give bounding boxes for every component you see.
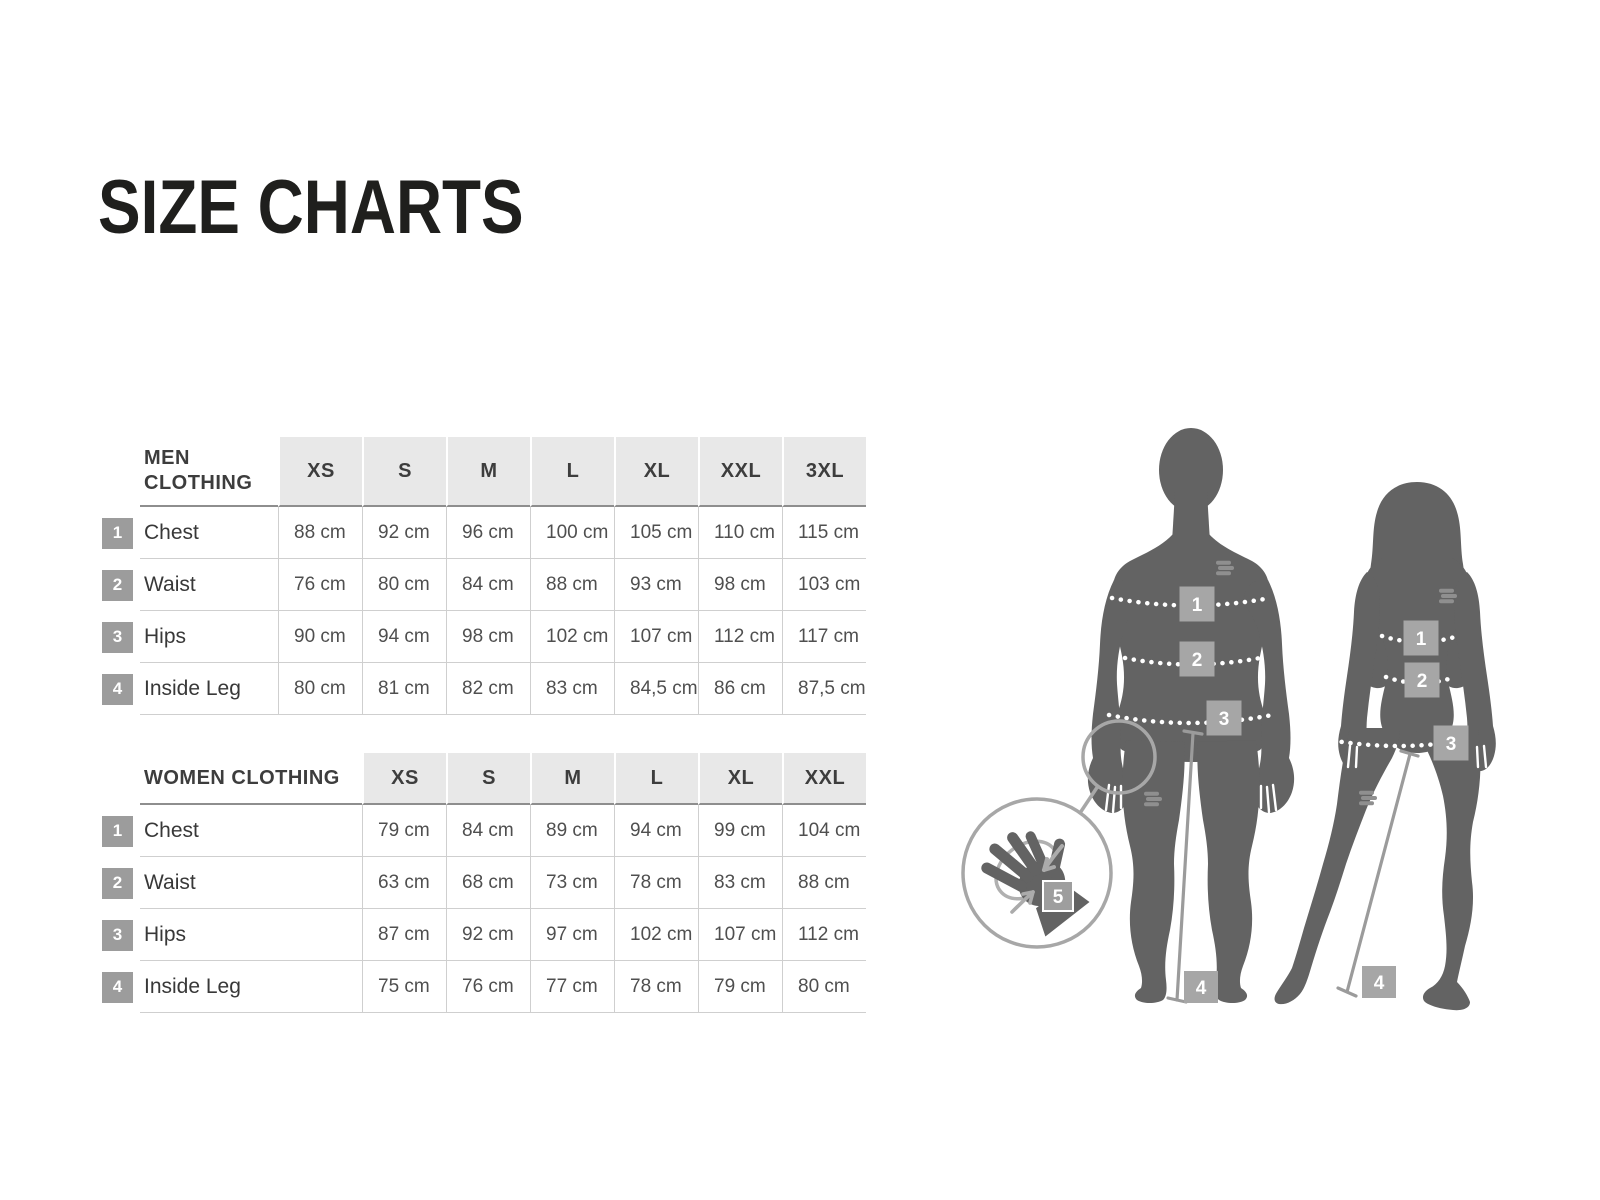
measurement-value-cell: 80 cm — [782, 961, 866, 1013]
measurement-value-cell: 77 cm — [530, 961, 614, 1013]
male-marker-inside-leg: 4 — [1195, 978, 1207, 999]
measurement-value-cell: 84,5 cm — [614, 663, 698, 715]
measurement-value-cell: 112 cm — [698, 611, 782, 663]
measurement-value-cell: 92 cm — [362, 507, 446, 559]
measurement-value-cell: 90 cm — [278, 611, 362, 663]
measurement-value-cell: 78 cm — [614, 961, 698, 1013]
measurement-value-cell: 115 cm — [782, 507, 866, 559]
measurement-value-cell: 99 cm — [698, 805, 782, 857]
size-column-header-l: L — [614, 753, 698, 805]
measurement-value-cell: 68 cm — [446, 857, 530, 909]
row-number-badge-cell — [95, 559, 140, 611]
measurement-value-cell: 104 cm — [782, 805, 866, 857]
female-marker-inside-leg: 4 — [1373, 973, 1385, 994]
size-column-header-3xl: 3XL — [782, 437, 866, 507]
measurement-row-label: Inside Leg — [140, 663, 278, 715]
size-column-header-xl: XL — [698, 753, 782, 805]
row-number-badge: 4 — [102, 972, 133, 1003]
size-column-header-xs: XS — [362, 753, 446, 805]
measurement-row-label: Hips — [140, 611, 278, 663]
row-number-badge: 4 — [102, 674, 133, 705]
measurement-value-cell: 105 cm — [614, 507, 698, 559]
measurement-value-cell: 102 cm — [614, 909, 698, 961]
male-marker-hips: 3 — [1218, 709, 1230, 730]
row-number-badge-cell — [95, 507, 140, 559]
measurement-row-label: Waist — [140, 857, 362, 909]
measurement-value-cell: 100 cm — [530, 507, 614, 559]
row-number-badge-cell — [95, 857, 140, 909]
measurement-value-cell: 83 cm — [530, 663, 614, 715]
size-column-header-s: S — [446, 753, 530, 805]
measurement-value-cell: 89 cm — [530, 805, 614, 857]
measurement-value-cell: 73 cm — [530, 857, 614, 909]
measurement-value-cell: 110 cm — [698, 507, 782, 559]
measurement-value-cell: 102 cm — [530, 611, 614, 663]
measurement-row-label: Chest — [140, 507, 278, 559]
measurement-value-cell: 80 cm — [362, 559, 446, 611]
size-column-header-xs: XS — [278, 437, 362, 507]
size-column-header-xl: XL — [614, 437, 698, 507]
badge-column-header-spacer — [95, 437, 140, 507]
page-title: SIZE CHARTS — [98, 165, 524, 250]
measurement-value-cell: 88 cm — [530, 559, 614, 611]
body-measurement-diagram — [900, 400, 1600, 1050]
measurement-value-cell: 117 cm — [782, 611, 866, 663]
female-marker-hips: 3 — [1445, 734, 1457, 755]
row-number-badge: 3 — [102, 622, 133, 653]
measurement-value-cell: 79 cm — [698, 961, 782, 1013]
measurement-value-cell: 87,5 cm — [782, 663, 866, 715]
men-table-title: MEN CLOTHING — [140, 437, 278, 507]
measurement-value-cell: 92 cm — [446, 909, 530, 961]
measurement-value-cell: 107 cm — [698, 909, 782, 961]
row-number-badge-cell — [95, 611, 140, 663]
measurement-value-cell: 83 cm — [698, 857, 782, 909]
measurement-value-cell: 87 cm — [362, 909, 446, 961]
badge-column-header-spacer — [95, 753, 140, 805]
female-marker-chest: 1 — [1415, 629, 1427, 650]
measurement-value-cell: 82 cm — [446, 663, 530, 715]
measurement-figure-illustration — [900, 400, 1600, 1050]
size-column-header-l: L — [530, 437, 614, 507]
row-number-badge-cell — [95, 961, 140, 1013]
measurement-value-cell: 76 cm — [446, 961, 530, 1013]
row-number-badge-cell — [95, 909, 140, 961]
men-clothing-size-table — [95, 437, 866, 715]
measurement-value-cell: 88 cm — [782, 857, 866, 909]
row-number-badge: 1 — [102, 816, 133, 847]
measurement-value-cell: 79 cm — [362, 805, 446, 857]
size-column-header-xxl: XXL — [782, 753, 866, 805]
measurement-value-cell: 98 cm — [698, 559, 782, 611]
size-column-header-s: S — [362, 437, 446, 507]
measurement-value-cell: 94 cm — [362, 611, 446, 663]
measurement-value-cell: 86 cm — [698, 663, 782, 715]
measurement-value-cell: 88 cm — [278, 507, 362, 559]
measurement-row-label: Chest — [140, 805, 362, 857]
measurement-value-cell: 84 cm — [446, 805, 530, 857]
measurement-value-cell: 80 cm — [278, 663, 362, 715]
size-column-header-m: M — [446, 437, 530, 507]
measurement-value-cell: 76 cm — [278, 559, 362, 611]
measurement-value-cell: 81 cm — [362, 663, 446, 715]
row-number-badge: 2 — [102, 570, 133, 601]
row-number-badge-cell — [95, 663, 140, 715]
measurement-value-cell: 63 cm — [362, 857, 446, 909]
measurement-value-cell: 97 cm — [530, 909, 614, 961]
measurement-value-cell: 78 cm — [614, 857, 698, 909]
male-marker-waist: 2 — [1191, 650, 1203, 671]
measurement-value-cell: 112 cm — [782, 909, 866, 961]
women-clothing-size-table — [95, 753, 866, 1013]
measurement-row-label: Waist — [140, 559, 278, 611]
measurement-value-cell: 96 cm — [446, 507, 530, 559]
measurement-row-label: Hips — [140, 909, 362, 961]
measurement-value-cell: 103 cm — [782, 559, 866, 611]
glove-marker-hand: 5 — [1052, 887, 1064, 908]
female-marker-waist: 2 — [1416, 671, 1428, 692]
measurement-value-cell: 94 cm — [614, 805, 698, 857]
size-column-header-m: M — [530, 753, 614, 805]
measurement-value-cell: 93 cm — [614, 559, 698, 611]
women-table-title: WOMEN CLOTHING — [140, 753, 362, 805]
row-number-badge: 2 — [102, 868, 133, 899]
male-marker-chest: 1 — [1191, 595, 1203, 616]
measurement-value-cell: 84 cm — [446, 559, 530, 611]
measurement-value-cell: 98 cm — [446, 611, 530, 663]
size-column-header-xxl: XXL — [698, 437, 782, 507]
measurement-row-label: Inside Leg — [140, 961, 362, 1013]
row-number-badge-cell — [95, 805, 140, 857]
row-number-badge: 1 — [102, 518, 133, 549]
measurement-value-cell: 75 cm — [362, 961, 446, 1013]
row-number-badge: 3 — [102, 920, 133, 951]
measurement-value-cell: 107 cm — [614, 611, 698, 663]
